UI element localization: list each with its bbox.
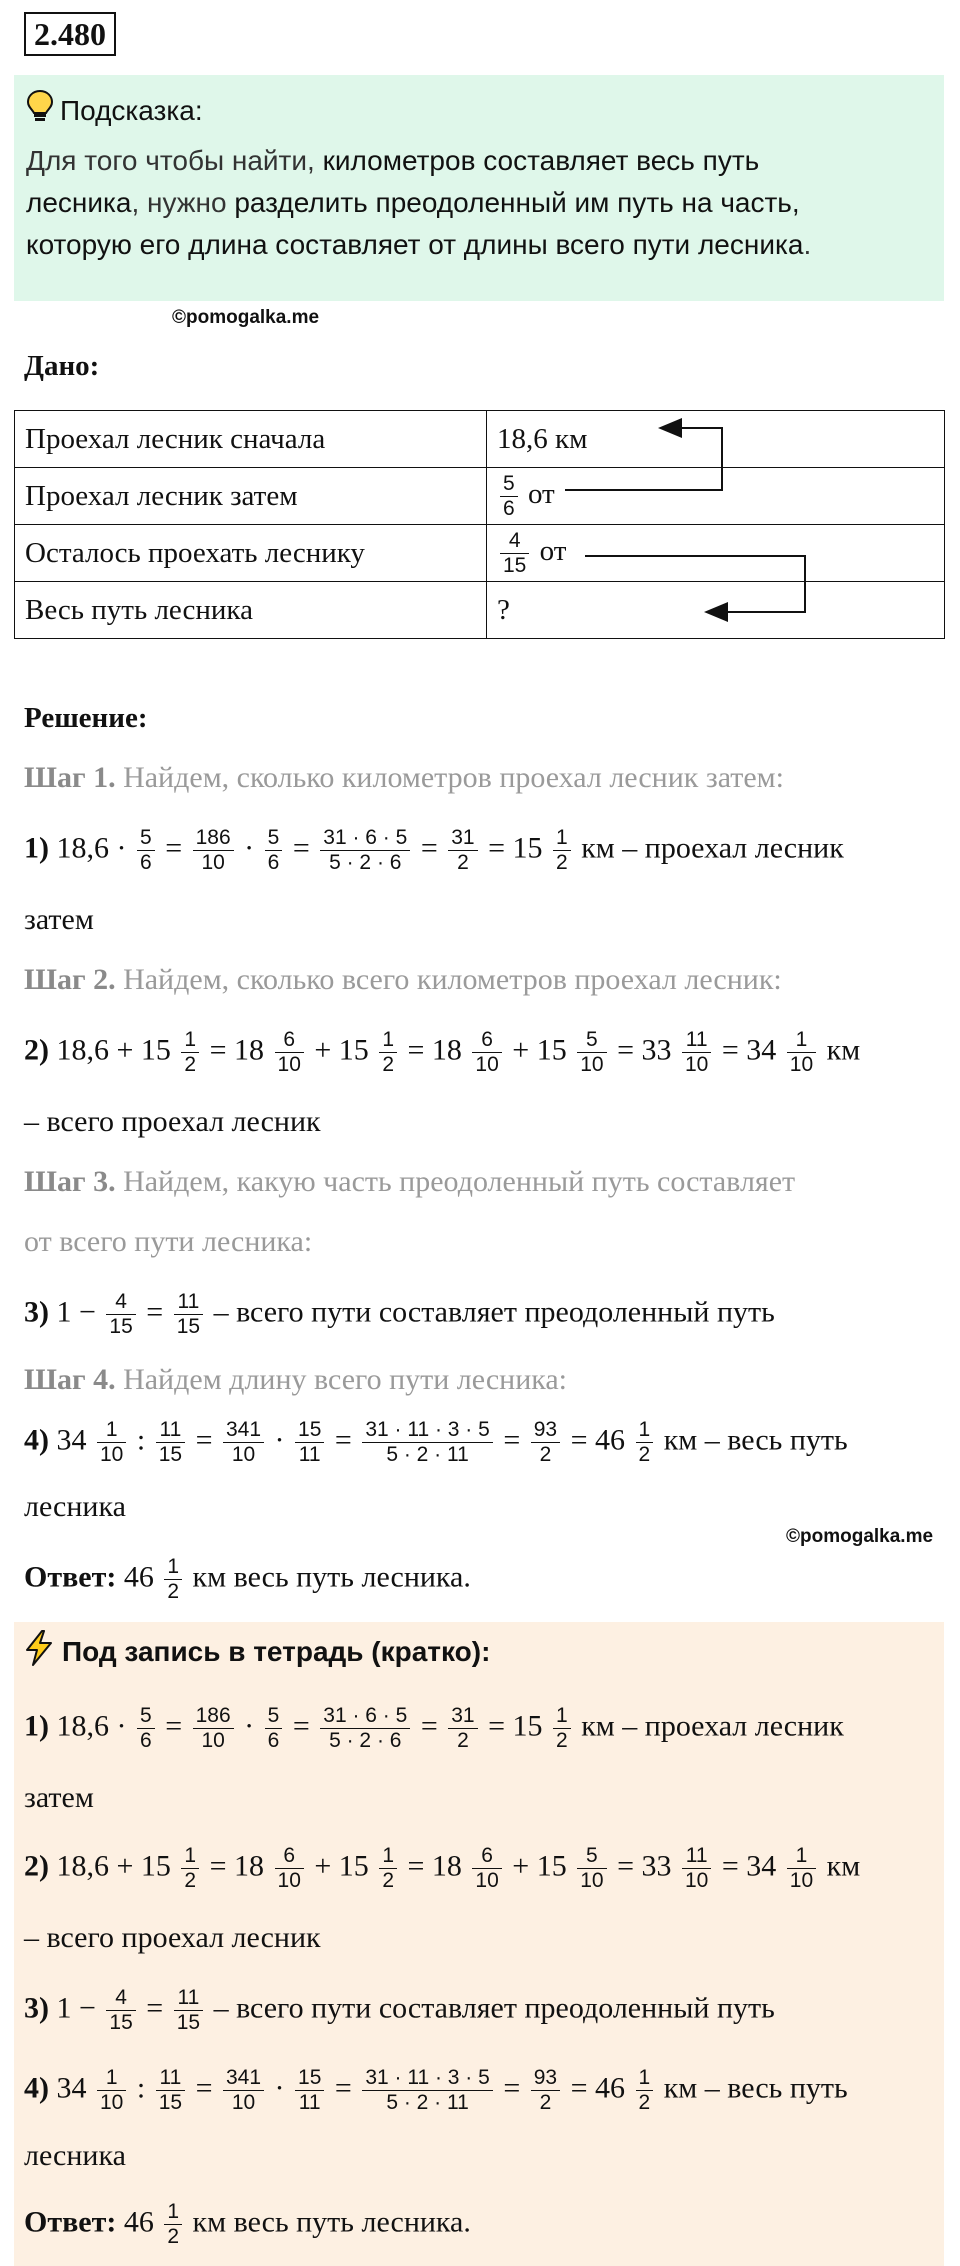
solution-title: Решение: [24, 702, 148, 734]
relation-arrows [0, 0, 960, 640]
notebook-equation-2-cont: – всего проехал лесник [24, 1921, 321, 1954]
notebook-title: Под запись в тетрадь (кратко): [62, 1635, 491, 1667]
given-value: ? [487, 582, 945, 639]
problem-number: 2.480 [24, 12, 116, 56]
equation-4-cont: лесника [24, 1490, 126, 1523]
notebook-answer: Ответ: 46 $\frac{1}{2}$ км весь путь лесника. [24, 2200, 471, 2248]
equation-2-cont: – всего проехал лесник [24, 1105, 321, 1138]
given-label: Осталось проехать леснику [15, 525, 487, 582]
notebook-equation-4-cont: лесника [24, 2139, 126, 2172]
notebook-equation-3: 3) 1 − $\frac{4}{15}$ = $\frac{11}{15}$ – всего пути составляет преодоленный путь [24, 1986, 775, 2034]
equation-3: 3) 1 − $\frac{4}{15}$ = $\frac{11}{15}$ – всего пути составляет преодоленный путь [24, 1290, 775, 1338]
step-3-text: Шаг 3. Найдем, какую часть преодоленный путь составляет [24, 1165, 796, 1198]
given-value: $\frac{5}{6}$ от [487, 468, 945, 525]
watermark: ©pomogalka.me [786, 1526, 934, 1547]
step-4-text: Шаг 4. Найдем длину всего пути лесника: [24, 1363, 568, 1396]
notebook-equation-1: 1) 18,6 · $\frac{5}{6}$ = $\frac{186}{10}$ · $\frac{5}{6}$ = $\frac{31 \cdot 6 \cdot 5}{5 \cdot 2 \cdot 6}$ = $\frac{31}{2}$ = 15 $\frac{1}{2}$ км – проехал лесник [24, 1704, 844, 1752]
arrow-to-total-distance [585, 556, 805, 612]
hint-title: Подсказка: [60, 94, 203, 126]
step-2-text: Шаг 2. Найдем, сколько всего километров проехал лесник: [24, 963, 782, 996]
given-title: Дано: [24, 350, 100, 382]
equation-1-cont: затем [24, 903, 94, 936]
given-label: Весь путь лесника [15, 582, 487, 639]
notebook-equation-2: 2) 18,6 + 15 $\frac{1}{2}$ = 18 $\frac{6}{10}$ + 15 $\frac{1}{2}$ = 18 $\frac{6}{10}$ + 15 $\frac{5}{10}$ = 33 $\frac{11}{10}$ = 34 $\frac{1}{10}$ км [24, 1844, 861, 1892]
hint-text: Для того чтобы найти, километров составляет весь путь лесника, нужно разделить преодоленный им путь на часть, которую его длина составляет от длины всего пути лесника. [26, 145, 812, 260]
equation-2: 2) 18,6 + 15 $\frac{1}{2}$ = 18 $\frac{6}{10}$ + 15 $\frac{1}{2}$ = 18 $\frac{6}{10}$ + 15 $\frac{5}{10}$ = 33 $\frac{11}{10}$ = 34 $\frac{1}{10}$ км [24, 1028, 861, 1076]
given-label: Проехал лесник сначала [15, 411, 487, 468]
notebook-equation-4: 4) 34 $\frac{1}{10}$ : $\frac{11}{15}$ = $\frac{341}{10}$ · $\frac{15}{11}$ = $\frac{31 \cdot 11 \cdot 3 \cdot 5}{5 \cdot 2 \cdot 11}$ = $\frac{93}{2}$ = 46 $\frac{1}{2}$ км – весь путь [24, 2066, 848, 2114]
step-1-text: Шаг 1. Найдем, сколько километров проехал лесник затем: [24, 761, 784, 794]
step-3-text-cont: от всего пути лесника: [24, 1225, 313, 1258]
notebook-equation-1-cont: затем [24, 1781, 94, 1814]
given-label: Проехал лесник затем [15, 468, 487, 525]
answer: Ответ: 46 $\frac{1}{2}$ км весь путь лесника. [24, 1555, 471, 1603]
notebook-title-row [24, 1630, 490, 1673]
equation-4: 4) 34 $\frac{1}{10}$ : $\frac{11}{15}$ = $\frac{341}{10}$ · $\frac{15}{11}$ = $\frac{31 \cdot 11 \cdot 3 \cdot 5}{5 \cdot 2 \cdot 11}$ = $\frac{93}{2}$ = 46 $\frac{1}{2}$ км – весь путь [24, 1418, 848, 1466]
given-value: 18,6 км [487, 411, 945, 468]
equation-1: 1) 18,6 · $\frac{5}{6}$ = $\frac{186}{10}$ · $\frac{5}{6}$ = $\frac{31 \cdot 6 \cdot 5}{5 \cdot 2 \cdot 6}$ = $\frac{31}{2}$ = 15 $\frac{1}{2}$ км – проехал лесник [24, 826, 844, 874]
lightning-icon [24, 1630, 54, 1673]
watermark: ©pomogalka.me [172, 307, 320, 328]
given-value: $\frac{4}{15}$ от [487, 525, 945, 582]
arrow-to-first-distance [565, 428, 722, 490]
